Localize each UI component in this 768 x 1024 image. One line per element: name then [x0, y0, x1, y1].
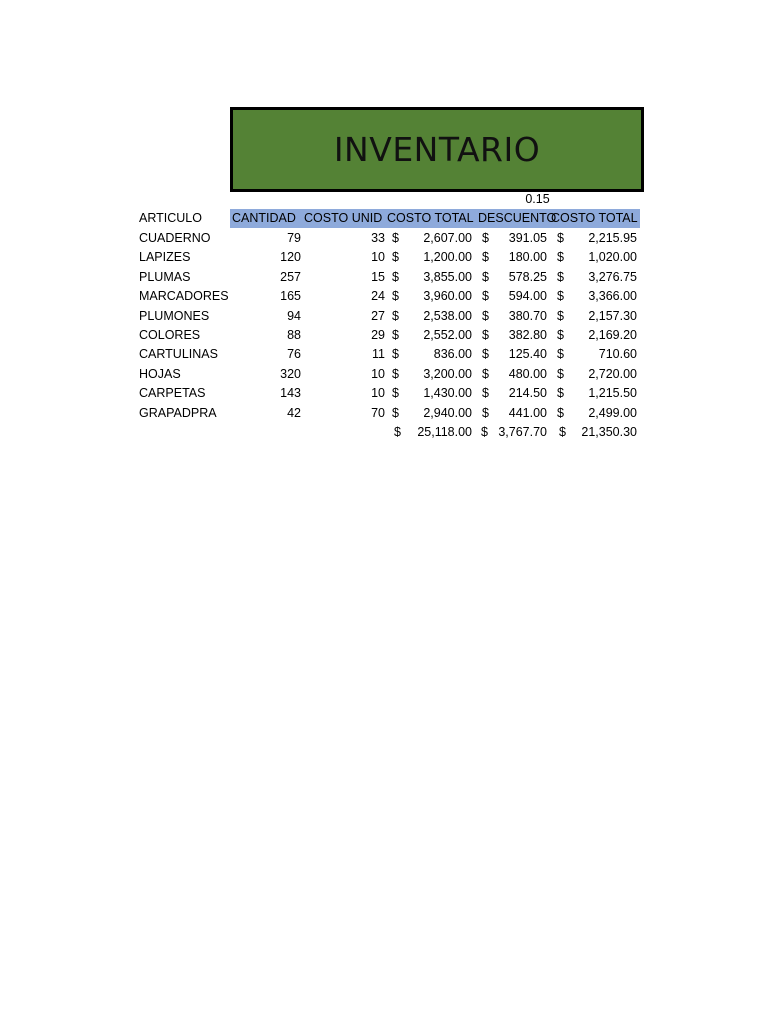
- title-banner: [230, 107, 644, 192]
- header-costo-unid: COSTO UNID: [304, 211, 383, 225]
- row-cantidad: 76: [287, 347, 301, 362]
- row-costo-unid: 24: [371, 289, 385, 304]
- row-articulo: CARTULINAS: [139, 347, 218, 362]
- currency-symbol: $: [557, 386, 564, 401]
- row-costo-total-final: 710.60: [598, 347, 637, 362]
- header-costo-total-final: COSTO TOTAL: [551, 211, 638, 225]
- row-cantidad: 79: [287, 231, 301, 245]
- total-costo-total: 25,118.00: [417, 425, 472, 439]
- row-costo-unid: 10: [371, 386, 385, 401]
- row-costo-total-final: 2,499.00: [588, 405, 637, 420]
- currency-symbol: $: [392, 405, 399, 420]
- row-descuento: 125.40: [508, 347, 547, 362]
- table-row: [0, 307, 768, 326]
- row-articulo: COLORES: [139, 328, 201, 342]
- currency-symbol: $: [482, 386, 489, 401]
- row-costo-unid: 33: [371, 231, 385, 245]
- row-costo-total-final: 1,020.00: [588, 250, 637, 265]
- row-cantidad: 42: [287, 405, 301, 420]
- header-row: [0, 209, 768, 228]
- row-costo-total: 3,200.00: [423, 366, 472, 381]
- currency-symbol: $: [557, 289, 564, 304]
- row-articulo: HOJAS: [139, 366, 181, 381]
- table-row: [0, 326, 768, 345]
- row-costo-total-final: 2,157.30: [588, 308, 637, 323]
- currency-symbol: $: [482, 347, 489, 362]
- row-costo-total: 2,552.00: [423, 328, 472, 342]
- row-articulo: PLUMONES: [139, 308, 210, 323]
- currency-symbol: $: [392, 289, 399, 304]
- currency-symbol: $: [557, 269, 564, 284]
- row-costo-unid: 15: [371, 269, 385, 284]
- row-descuento: 391.05: [508, 231, 547, 245]
- row-costo-unid: 10: [371, 250, 385, 265]
- row-cantidad: 120: [280, 250, 301, 265]
- row-descuento: 382.80: [508, 328, 547, 342]
- currency-symbol: $: [392, 347, 399, 362]
- currency-symbol: $: [557, 231, 564, 245]
- currency-symbol: $: [392, 231, 399, 245]
- row-descuento: 180.00: [508, 250, 547, 265]
- row-costo-total: 3,960.00: [423, 289, 472, 304]
- row-articulo: CARPETAS: [139, 386, 206, 401]
- row-costo-total-final: 3,276.75: [588, 269, 637, 284]
- currency-symbol: $: [392, 250, 399, 265]
- currency-symbol: $: [482, 366, 489, 381]
- currency-symbol: $: [482, 231, 489, 245]
- row-costo-total: 1,200.00: [423, 250, 472, 265]
- row-costo-unid: 10: [371, 366, 385, 381]
- header-articulo: ARTICULO: [139, 211, 202, 225]
- row-costo-total: 2,538.00: [423, 308, 472, 323]
- currency-symbol: $: [392, 328, 399, 342]
- row-descuento: 578.25: [508, 269, 547, 284]
- currency-symbol: $: [559, 425, 566, 439]
- row-articulo: MARCADORES: [139, 289, 229, 304]
- page-title: INVENTARIO: [333, 130, 541, 169]
- row-cantidad: 320: [280, 366, 301, 381]
- row-articulo: GRAPADPRA: [139, 405, 217, 420]
- table-row: [0, 248, 768, 267]
- table-row: [0, 229, 768, 248]
- row-costo-total: 2,607.00: [423, 231, 472, 245]
- total-descuento: 3,767.70: [498, 425, 547, 439]
- table-row: [0, 268, 768, 287]
- currency-symbol: $: [392, 269, 399, 284]
- currency-symbol: $: [482, 405, 489, 420]
- currency-symbol: $: [557, 405, 564, 420]
- row-costo-total-final: 2,169.20: [588, 328, 637, 342]
- row-costo-unid: 70: [371, 405, 385, 420]
- currency-symbol: $: [394, 425, 401, 439]
- row-costo-total-final: 3,366.00: [588, 289, 637, 304]
- currency-symbol: $: [557, 308, 564, 323]
- currency-symbol: $: [482, 289, 489, 304]
- discount-rate-cell: 0.15: [525, 192, 550, 206]
- total-costo-total-final: 21,350.30: [581, 425, 637, 439]
- row-costo-total: 836.00: [433, 347, 472, 362]
- row-costo-total: 3,855.00: [423, 269, 472, 284]
- row-cantidad: 94: [287, 308, 301, 323]
- table-row: [0, 384, 768, 403]
- row-descuento: 441.00: [508, 405, 547, 420]
- currency-symbol: $: [482, 250, 489, 265]
- row-costo-total-final: 2,720.00: [588, 366, 637, 381]
- header-costo-total: COSTO TOTAL: [387, 211, 474, 225]
- row-costo-total-final: 2,215.95: [588, 231, 637, 245]
- row-costo-total: 1,430.00: [423, 386, 472, 401]
- row-descuento: 380.70: [508, 308, 547, 323]
- currency-symbol: $: [482, 269, 489, 284]
- row-cantidad: 165: [280, 289, 301, 304]
- row-articulo: CUADERNO: [139, 231, 211, 245]
- currency-symbol: $: [557, 250, 564, 265]
- currency-symbol: $: [392, 366, 399, 381]
- row-descuento: 594.00: [508, 289, 547, 304]
- currency-symbol: $: [557, 347, 564, 362]
- header-cantidad: CANTIDAD: [232, 211, 296, 225]
- header-descuento: DESCUENTO: [478, 211, 557, 225]
- row-cantidad: 143: [280, 386, 301, 401]
- row-articulo: PLUMAS: [139, 269, 191, 284]
- currency-symbol: $: [392, 308, 399, 323]
- row-costo-total-final: 1,215.50: [588, 386, 637, 401]
- table-row: [0, 345, 768, 364]
- table-row: [0, 287, 768, 306]
- table-row: [0, 365, 768, 384]
- currency-symbol: $: [557, 328, 564, 342]
- row-costo-total: 2,940.00: [423, 405, 472, 420]
- currency-symbol: $: [482, 308, 489, 323]
- currency-symbol: $: [392, 386, 399, 401]
- row-costo-unid: 11: [372, 347, 385, 362]
- row-cantidad: 88: [287, 328, 301, 342]
- totals-row: [0, 423, 768, 442]
- table-row: [0, 404, 768, 423]
- currency-symbol: $: [557, 366, 564, 381]
- row-cantidad: 257: [280, 269, 301, 284]
- row-costo-unid: 27: [371, 308, 385, 323]
- row-descuento: 214.50: [508, 386, 547, 401]
- row-costo-unid: 29: [371, 328, 385, 342]
- row-descuento: 480.00: [508, 366, 547, 381]
- currency-symbol: $: [481, 425, 488, 439]
- currency-symbol: $: [482, 328, 489, 342]
- row-articulo: LAPIZES: [139, 250, 191, 265]
